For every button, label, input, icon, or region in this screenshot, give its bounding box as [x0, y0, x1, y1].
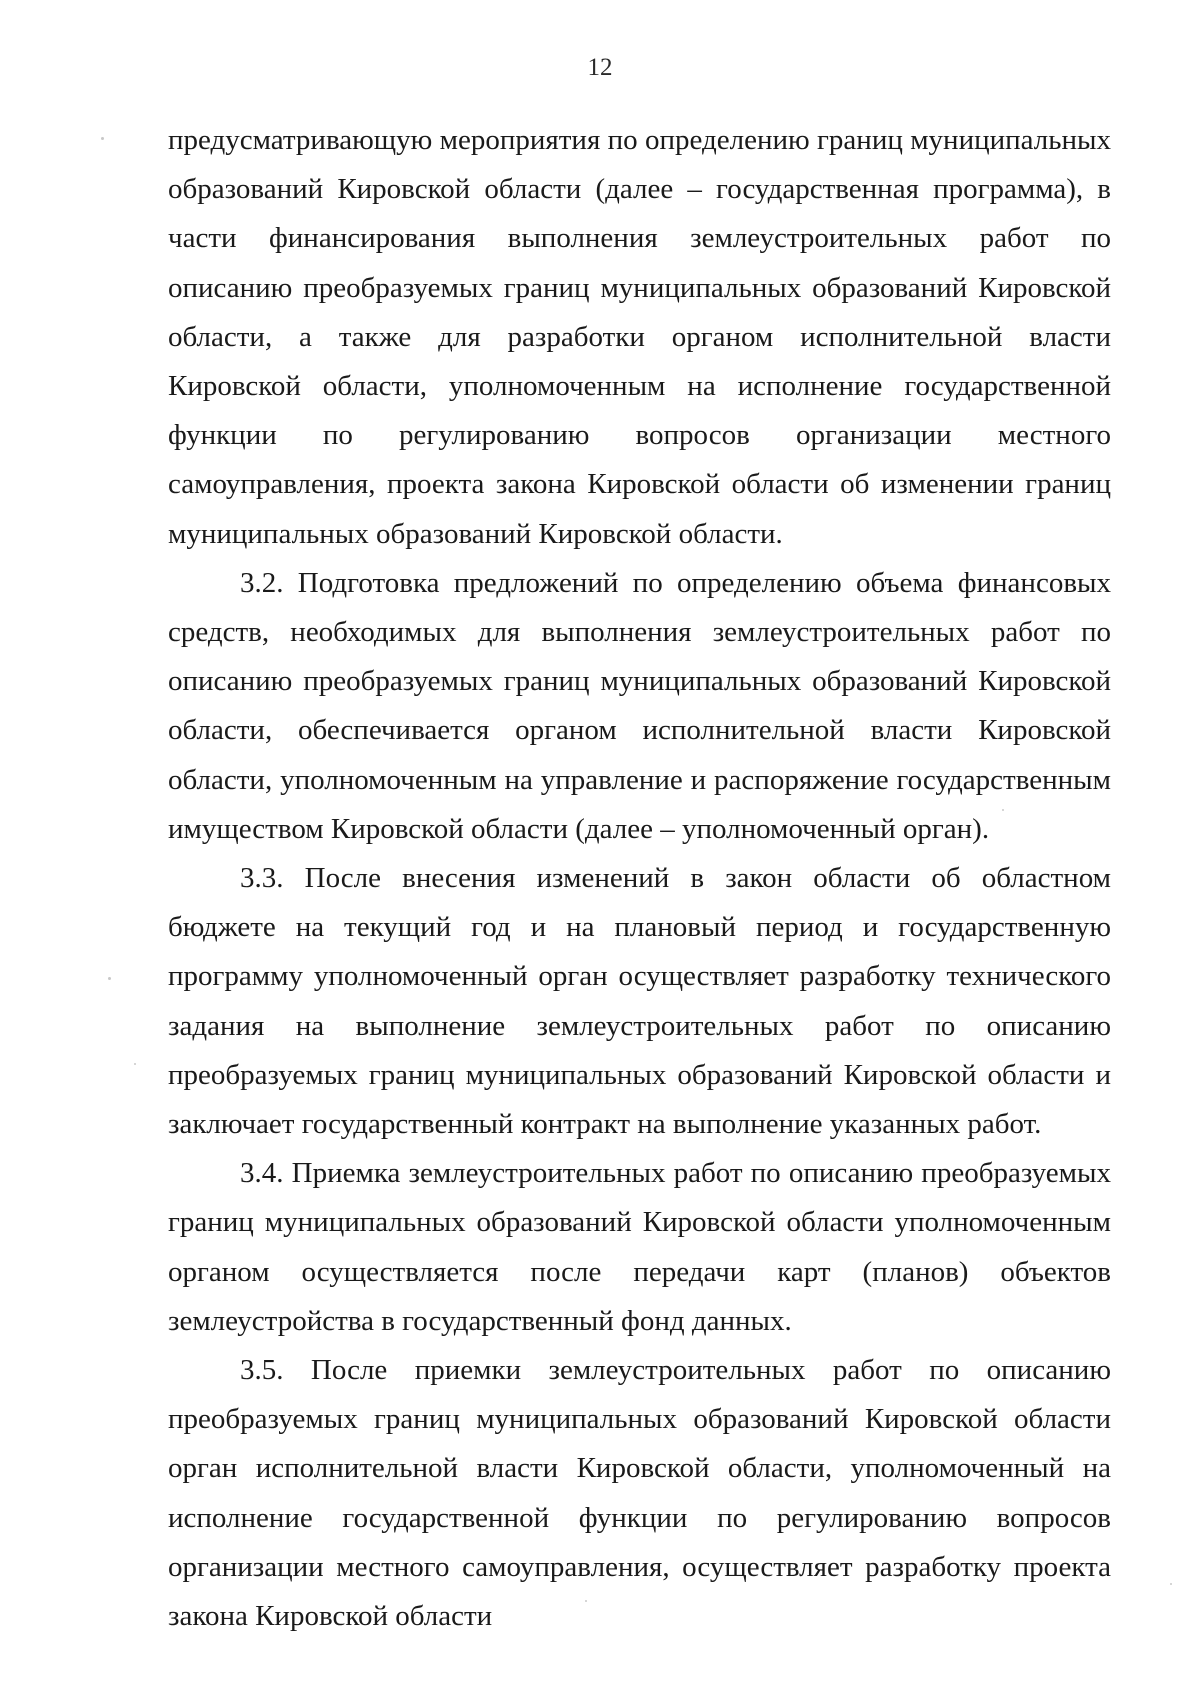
scan-speck — [101, 137, 104, 140]
paragraph-3-5: 3.5. После приемки землеустроительных работ по описанию преобразуемых границ муниципальных образований Кировской области орган исполнительной власти Кировской области, уполномоченный на исполнение государственной функции по регулированию вопросов организации местного самоуправления, осуществляет разработку проекта закона Кировской области — [168, 1354, 1111, 1633]
scan-speck — [1170, 1583, 1172, 1585]
scan-speck — [1002, 809, 1004, 811]
scan-speck — [108, 977, 111, 980]
paragraph-3-4: 3.4. Приемка землеустроительных работ по описанию преобразуемых границ муниципальных образований Кировской области уполномоченным органом осуществляется после передачи карт (планов) объектов землеустройства в государственный фонд данных. — [168, 1157, 1111, 1337]
paragraph-3-2: 3.2. Подготовка предложений по определению объема финансовых средств, необходимых для выполнения землеустроительных работ по описанию преобразуемых границ муниципальных образований Кировской области, обеспечивается органом исполнительной власти Кировской области, уполномоченным на управление и распоряжение государственным имуществом Кировской области (далее – уполномоченный орган). — [168, 566, 1111, 845]
scan-speck — [585, 1600, 587, 1602]
paragraph-3-3: 3.3. После внесения изменений в закон области об областном бюджете на текущий год и на плановый период и государственную программу уполномоченный орган осуществляет разработку технического задания на выполнение землеустроительных работ по описанию преобразуемых границ муниципальных образований Кировской области и заключает государственный контракт на выполнение указанных работ. — [168, 862, 1111, 1141]
page-number: 12 — [587, 54, 613, 81]
scan-speck — [134, 1063, 136, 1065]
body-text — [168, 116, 1111, 1641]
paragraph-continuation: предусматривающую мероприятия по определению границ муниципальных образований Кировской области (далее – государственная программа), в части финансирования выполнения землеустроительных работ по описанию преобразуемых границ муниципальных образований Кировской области, а также для разработки органом исполнительной власти Кировской области, уполномоченным на исполнение государственной функции по регулированию вопросов организации местного самоуправления, проекта закона Кировской области об изменении границ муниципальных образований Кировской области. — [168, 124, 1111, 550]
